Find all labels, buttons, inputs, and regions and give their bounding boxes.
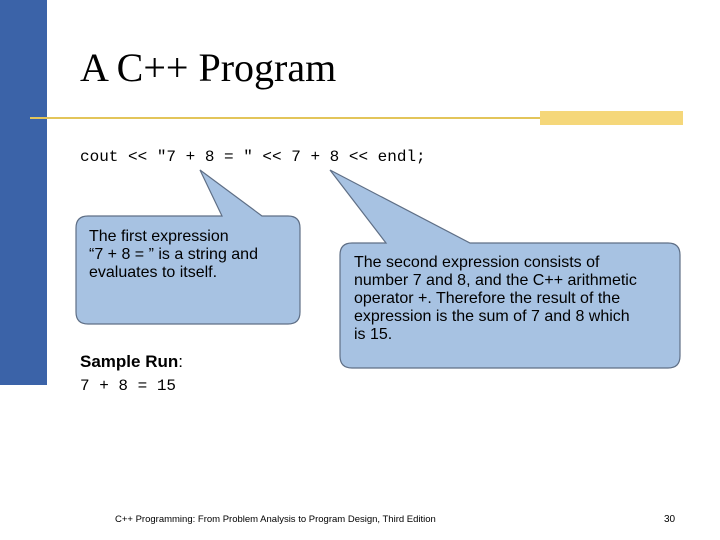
sample-run-heading	[80, 352, 183, 372]
slide-footer: C++ Programming: From Problem Analysis to Program Design, Third Edition	[115, 514, 436, 525]
code-line: cout << "7 + 8 = " << 7 + 8 << endl;	[80, 148, 426, 166]
callout-first-line: The first expression	[89, 228, 229, 245]
page-number: 30	[664, 514, 676, 525]
sample-run-colon: :	[178, 352, 183, 371]
slide-title: A C++ Program	[80, 45, 337, 90]
sample-run-output: 7 + 8 = 15	[80, 377, 177, 395]
callout-second-line: is 15.	[354, 326, 393, 343]
callout-second-line: number 7 and 8, and the C++ arithmetic	[354, 272, 637, 289]
callout-first-expression-text	[89, 228, 258, 282]
sample-run-label: Sample Run	[80, 352, 179, 371]
callout-second-line: The second expression consists of	[354, 254, 600, 271]
callout-second-line: expression is the sum of 7 and 8 which	[354, 308, 630, 325]
callout-second-expression-text	[354, 254, 637, 344]
callout-first-line: “7 + 8 = ” is a string and	[89, 246, 258, 263]
callout-first-line: evaluates to itself.	[89, 264, 218, 281]
callout-second-line: operator +. Therefore the result of the	[354, 290, 621, 307]
